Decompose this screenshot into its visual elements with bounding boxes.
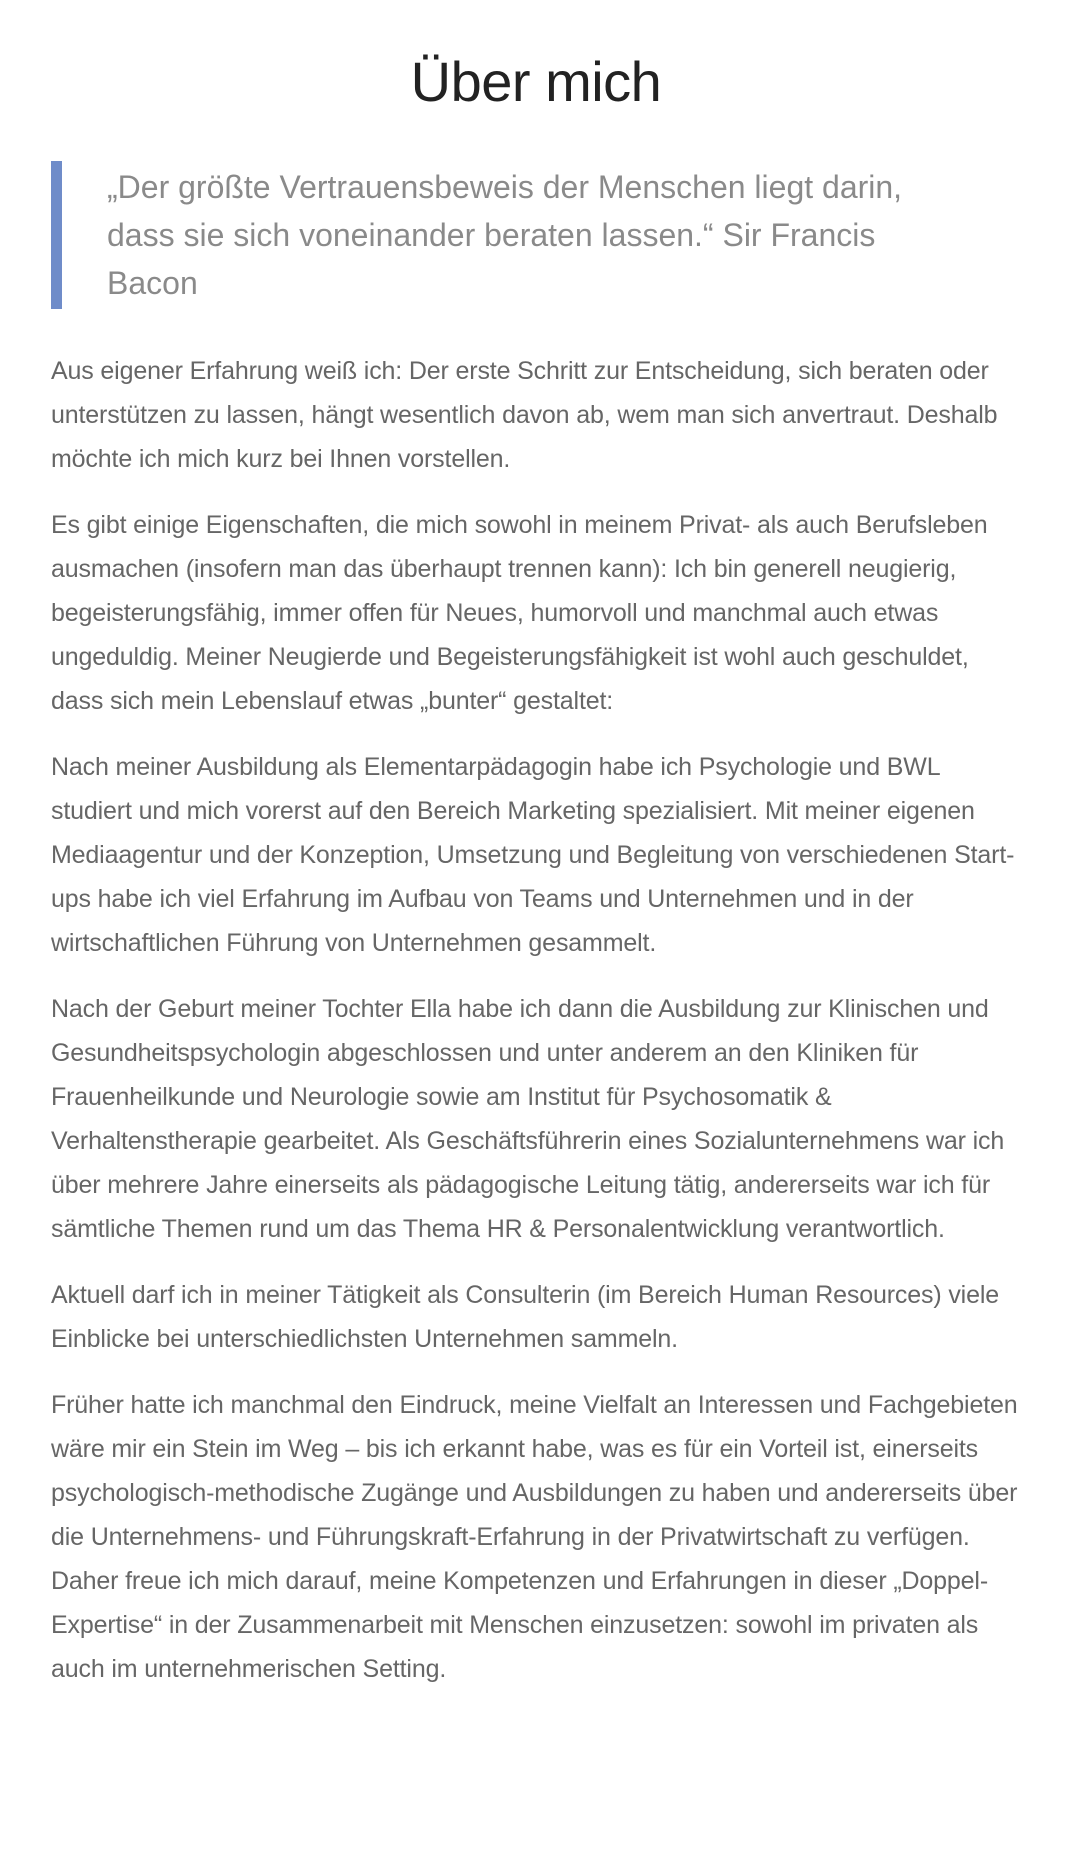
about-content	[51, 349, 1021, 1691]
paragraph-current: Aktuell darf ich in meiner Tätigkeit als Consulterin (im Bereich Human Resources) viele Einblicke bei unterschiedlichsten Unternehmen sammeln.	[51, 1281, 999, 1353]
page-title: Über mich	[410, 50, 662, 113]
paragraph-psychology: Nach der Geburt meiner Tochter Ella habe ich dann die Ausbildung zur Klinischen und Gesundheitspsychologin abgeschlossen und unter anderem an den Kliniken für Frauenheilkunde und Neurologie sowie am Institut für Psychosomatik & Verhaltenstherapie gearbeitet. Als Geschäftsführerin eines Sozialunternehmens war ich über mehrere Jahre einerseits als pädagogische Leitung tätig, andererseits war ich für sämtliche Themen rund um das Thema HR & Personalentwicklung verantwortlich.	[51, 995, 1005, 1243]
paragraph-education: Nach meiner Ausbildung als Elementarpädagogin habe ich Psychologie und BWL studiert und mich vorerst auf den Bereich Marketing spezialisiert. Mit meiner eigenen Mediaagentur und der Konzeption, Umsetzung und Begleitung von verschiedenen Start-ups habe ich viel Erfahrung im Aufbau von Teams und Unternehmen und in der wirtschaftlichen Führung von Unternehmen gesammelt.	[51, 753, 1015, 957]
paragraph-intro: Aus eigener Erfahrung weiß ich: Der erste Schritt zur Entscheidung, sich beraten oder unterstützen zu lassen, hängt wesentlich davon ab, wem man sich anvertraut. Deshalb möchte ich mich kurz bei Ihnen vorstellen.	[51, 357, 998, 473]
quote-text: „Der größte Vertrauensbeweis der Menschen liegt darin, dass sie sich voneinander beraten lassen.“ Sir Francis Bacon	[107, 169, 903, 301]
paragraph-traits: Es gibt einige Eigenschaften, die mich sowohl in meinem Privat- als auch Berufsleben ausmachen (insofern man das überhaupt trennen kann): Ich bin generell neugierig, begeisterungsfähig, immer offen für Neues, humorvoll und manchmal auch etwas ungeduldig. Meiner Neugierde und Begeisterungsfähigkeit ist wohl auch geschuldet, dass sich mein Lebenslauf etwas „bunter“ gestaltet:	[51, 511, 988, 715]
paragraph-expertise: Früher hatte ich manchmal den Eindruck, meine Vielfalt an Interessen und Fachgebieten wäre mir ein Stein im Weg – bis ich erkannt habe, was es für ein Vorteil ist, einerseits psychologisch-methodische Zugänge und Ausbildungen zu haben und andererseits über die Unternehmens- und Führungskraft-Erfahrung in der Privatwirtschaft zu verfügen. Daher freue ich mich darauf, meine Kompetenzen und Erfahrungen in dieser „Doppel-Expertise“ in der Zusammenarbeit mit Menschen einzusetzen: sowohl im privaten als auch im unternehmerischen Setting.	[51, 1391, 1018, 1683]
quote-block	[51, 161, 972, 309]
